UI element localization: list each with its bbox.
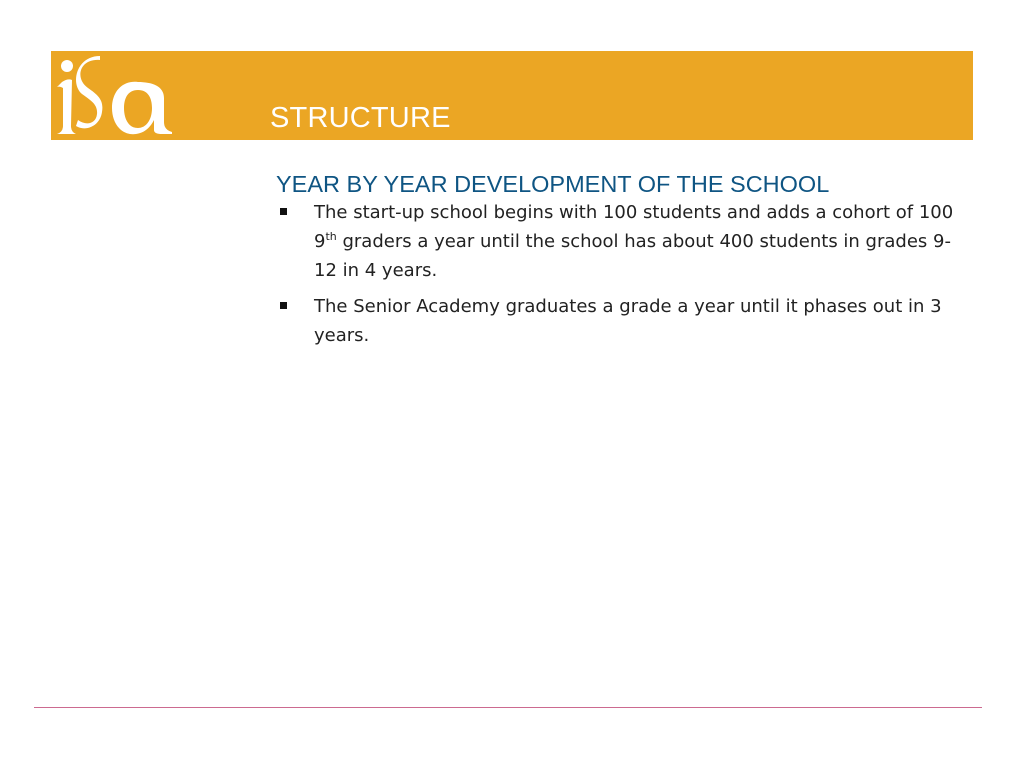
bullet-1-superscript: th [325,230,337,243]
bullet-list [276,198,966,357]
header-band [51,51,973,140]
bullet-2-text: The Senior Academy graduates a grade a year until it phases out in 3 years. [314,296,942,346]
footer-divider [34,707,982,708]
isa-logo [52,52,176,138]
bullet-1-text-before: The start-up school begins with 100 students and adds a cohort of 100 9 [314,202,954,252]
slide-subtitle: YEAR BY YEAR DEVELOPMENT OF THE SCHOOL [276,171,830,197]
bullet-item-1 [276,198,966,285]
square-bullet-icon [280,302,287,309]
bullet-item-2 [276,292,966,350]
square-bullet-icon [280,208,287,215]
section-title: STRUCTURE [270,102,451,134]
bullet-1-text-after: graders a year until the school has about 400 students in grades 9-12 in 4 years. [314,231,951,281]
